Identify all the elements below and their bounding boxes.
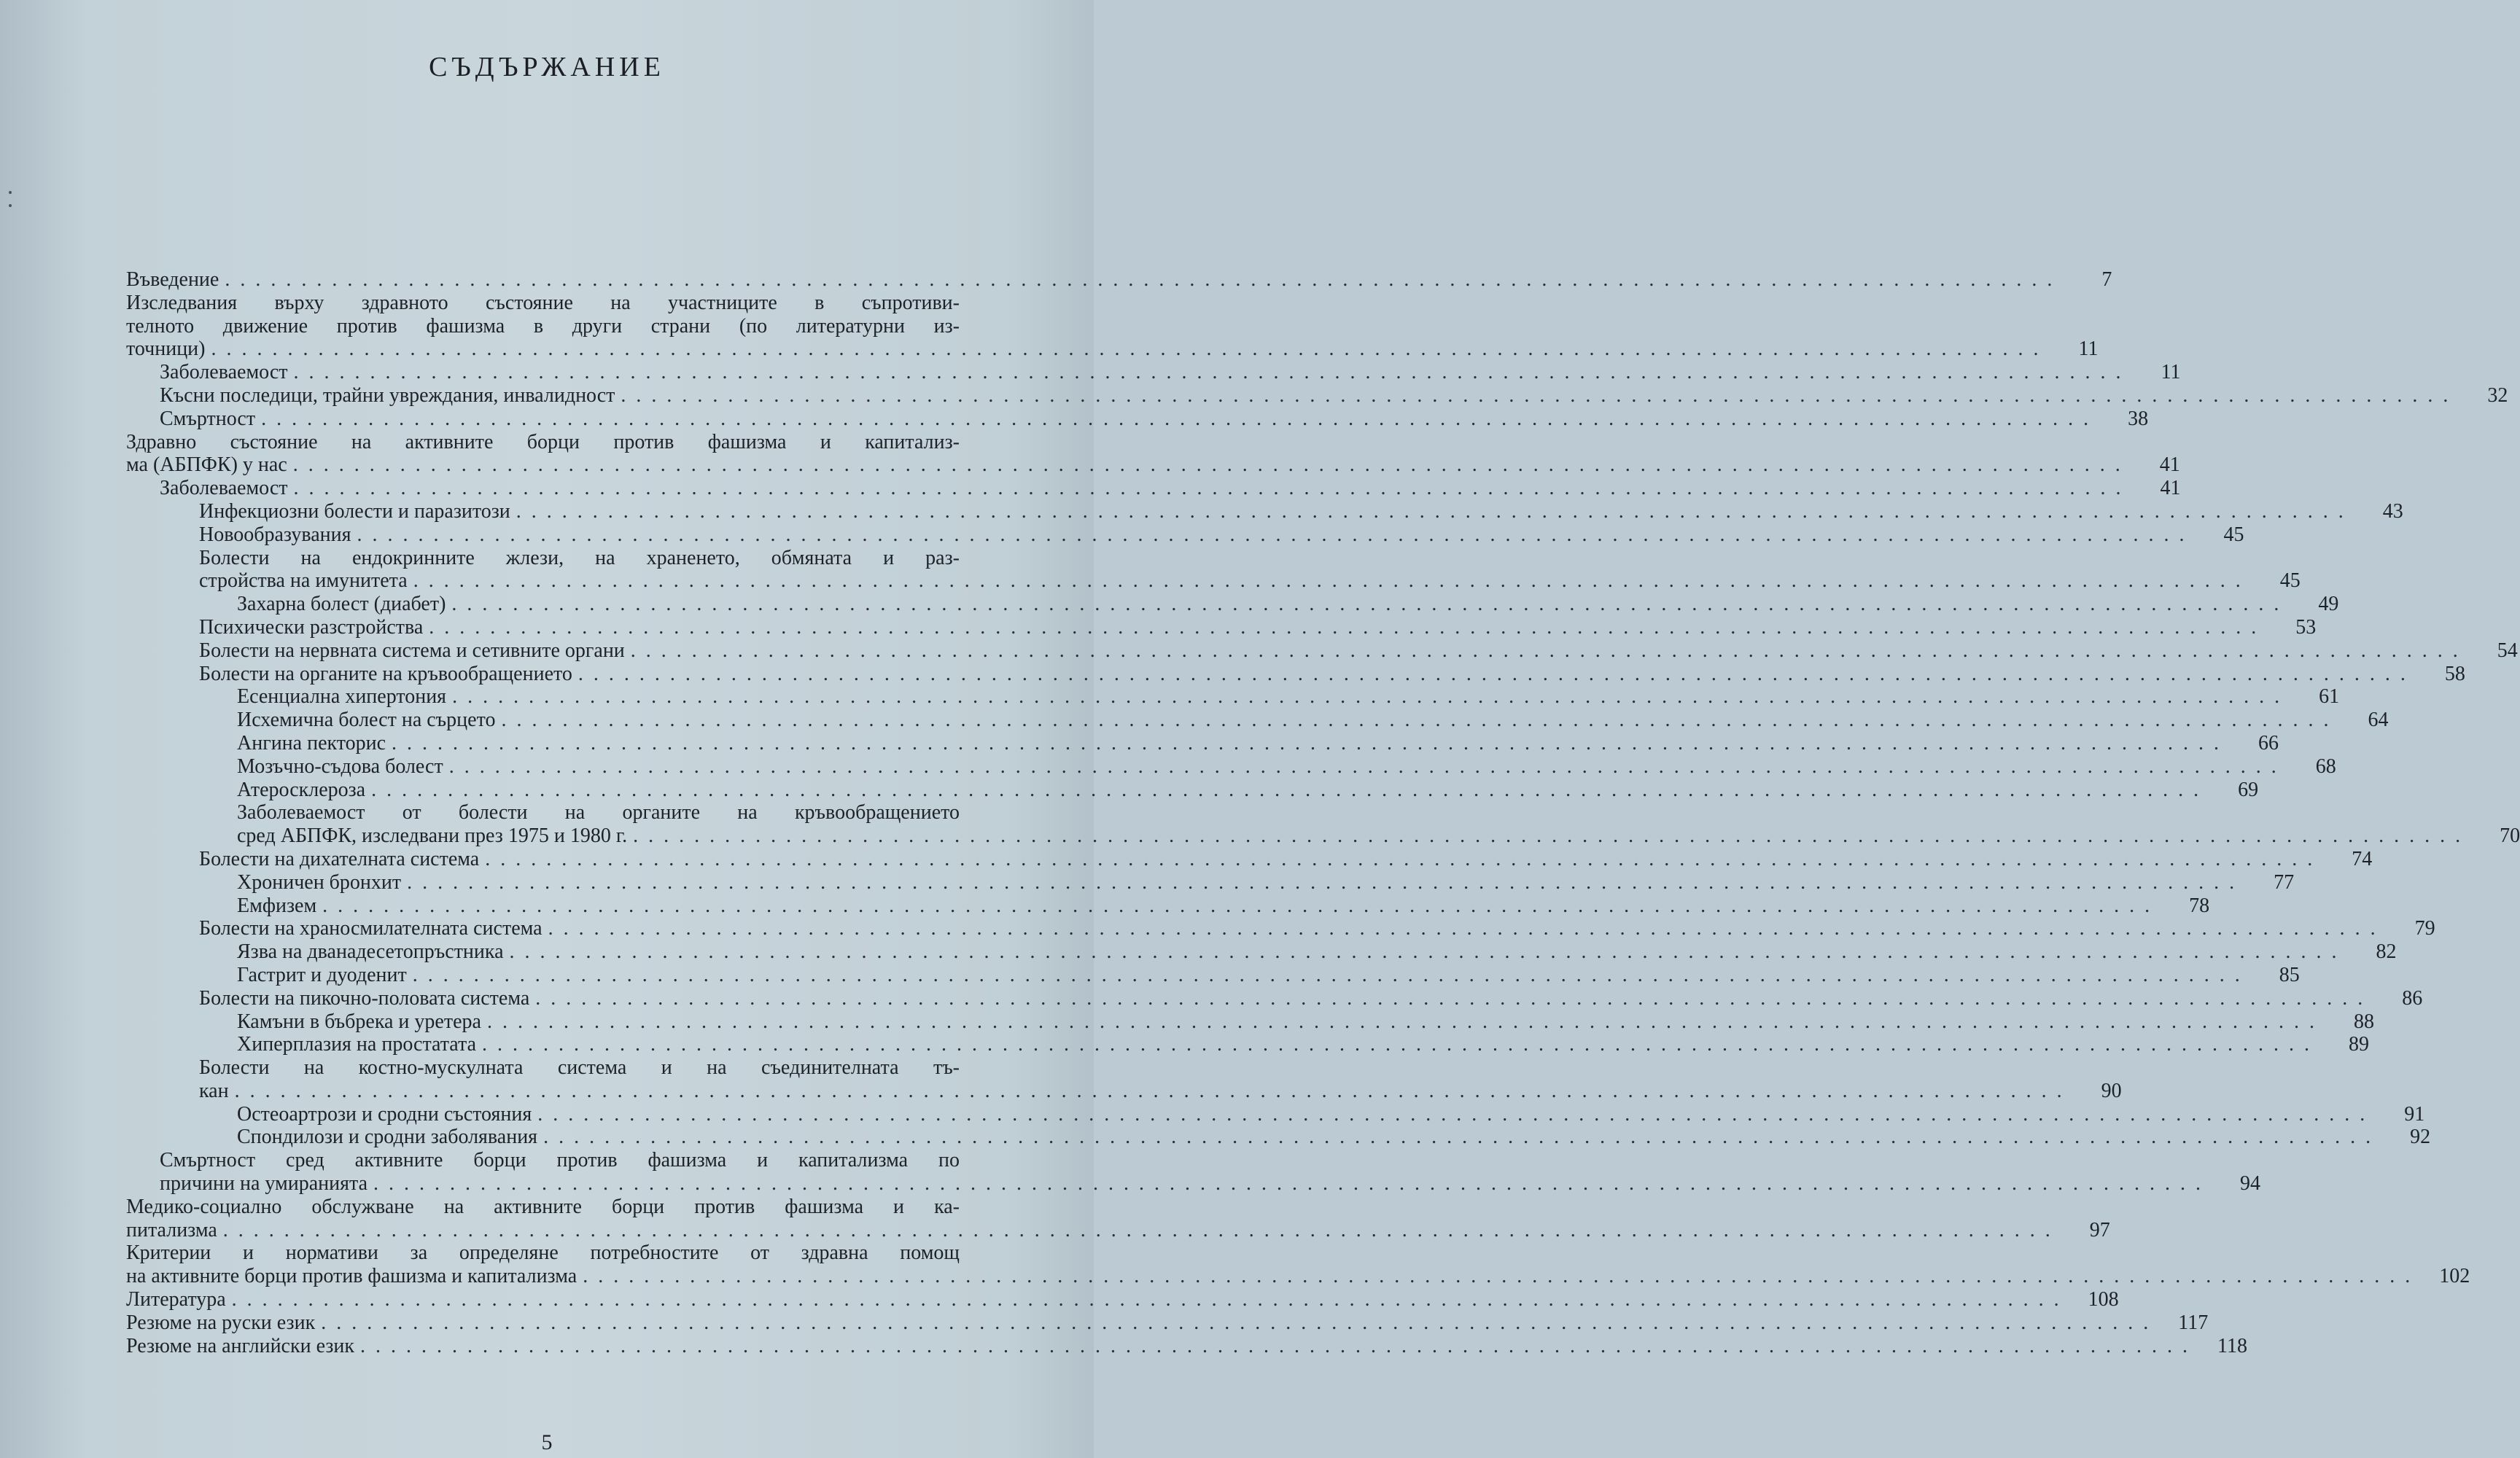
toc-entry-title-line: Здравно състояние на активните борци против фашизма и капитализ- (126, 430, 960, 453)
toc-entry (126, 986, 2423, 1010)
toc-entry (126, 546, 2301, 593)
toc-entry-title: на активните борци против фашизма и капитализма (126, 1265, 578, 1288)
toc-page-number: 64 (2368, 709, 2389, 732)
toc-entry-title: Инфекциозни болести и паразитози (199, 499, 510, 523)
toc-entry (126, 662, 2465, 686)
dot-leader: ........................................................................................................................ (516, 499, 2354, 523)
toc-page-number: 70 (2500, 824, 2520, 848)
dot-leader: ........................................................................................................................ (293, 361, 2131, 384)
dot-leader: ........................................................................................................................ (535, 986, 2373, 1010)
dot-leader: ........................................................................................................................ (485, 847, 2323, 870)
toc-page-number: 38 (2128, 407, 2149, 430)
toc-entry (126, 755, 2336, 779)
toc-page-number: 41 (2160, 477, 2181, 500)
toc-entry-title: Заболеваемост (160, 477, 288, 500)
toc-page-number: 32 (2487, 383, 2508, 407)
dot-leader: ........................................................................................................................ (225, 268, 2063, 291)
toc-entry (126, 778, 2259, 802)
toc-entry-title: стройства на имунитета (199, 569, 408, 593)
dot-leader: ........................................................................................................................ (482, 1033, 2320, 1056)
toc-entry (126, 1288, 2119, 1311)
dot-leader: ........................................................................................................................ (429, 615, 2267, 639)
toc-page-number: 97 (2089, 1218, 2110, 1241)
toc-entry-title-line: Критерии и нормативи за определяне потребностите от здравна помощ (126, 1241, 960, 1265)
toc-page-number: 54 (2497, 639, 2518, 662)
dot-leader: ........................................................................................................................ (292, 453, 2131, 477)
toc-page-number: 118 (2217, 1334, 2247, 1357)
toc-entry-title: Заболеваемост (160, 361, 288, 384)
table-of-contents (126, 268, 2520, 1357)
toc-page-number: 94 (2240, 1172, 2261, 1196)
toc-page-number: 92 (2410, 1126, 2431, 1149)
toc-entry-title: Язва на дванадесетопръстника (237, 940, 504, 964)
toc-entry (126, 801, 2520, 848)
dot-leader: ........................................................................................................................ (630, 639, 2468, 662)
dot-leader: ........................................................................................................................ (413, 569, 2251, 593)
toc-page-number: 117 (2178, 1311, 2209, 1334)
toc-entry-title: ма (АБПФК) у нас (126, 453, 287, 477)
toc-entry-title: Смъртност (160, 407, 256, 430)
dot-leader: ........................................................................................................................ (548, 917, 2386, 940)
toc-page-number: 79 (2414, 917, 2435, 940)
toc-entry (126, 499, 2403, 523)
dot-leader: ........................................................................................................................ (452, 685, 2290, 709)
toc-entry (126, 1195, 2110, 1242)
toc-entry (126, 1102, 2425, 1126)
toc-entry (126, 1149, 2261, 1196)
toc-page-number: 58 (2444, 662, 2465, 685)
toc-entry (126, 847, 2373, 871)
toc-page-number: 90 (2101, 1079, 2122, 1102)
toc-entry-title-line: Медико-социално обслужване на активните борци против фашизма и ка- (126, 1195, 960, 1218)
toc-entry-title: Болести на пикочно-половата система (199, 986, 530, 1010)
dot-leader: ........................................................................................................................ (537, 1102, 2376, 1126)
toc-entry-title: Есенциална хипертония (237, 685, 447, 709)
toc-page-number: 77 (2274, 870, 2295, 894)
toc-entry (126, 709, 2389, 732)
toc-entry-title: причини на умиранията (160, 1172, 368, 1196)
toc-page-number: 68 (2315, 755, 2336, 778)
toc-entry-title: сред АБПФК, изследвани през 1975 и 1980 г. (237, 824, 628, 848)
toc-entry-title-line: Смъртност сред активните борци против фашизма и капитализма по (160, 1149, 960, 1172)
toc-entry-title-line: Болести на ендокринните жлези, на храненето, обмяната и раз- (199, 546, 960, 569)
toc-entry-title-line: Изследвания върху здравното състояние на участниците в съпротиви- (126, 291, 960, 314)
dot-leader: ........................................................................................................................ (293, 477, 2131, 500)
toc-entry-title: Спондилози и сродни заболявания (237, 1126, 538, 1149)
toc-entry-title: Хиперплазия на простатата (237, 1033, 477, 1056)
toc-entry-title: Литература (126, 1288, 226, 1311)
toc-entry (126, 268, 2112, 292)
toc-entry-title: Психически разстройства (199, 615, 424, 639)
toc-entry-title: Резюме на руски език (126, 1311, 316, 1334)
toc-entry (126, 685, 2340, 709)
toc-entry (126, 731, 2279, 755)
toc-entry-title: Новообразувания (199, 523, 351, 546)
page-title: СЪДЪРЖАНИЕ (429, 52, 665, 82)
toc-entry (126, 1241, 2470, 1288)
dot-leader: ........................................................................................................................ (583, 1265, 2421, 1288)
dot-leader: ........................................................................................................................ (360, 1334, 2198, 1357)
dot-leader: ........................................................................................................................ (211, 338, 2049, 361)
toc-entry (126, 1056, 2122, 1103)
toc-entry-title: питализма (126, 1218, 217, 1241)
toc-entry (126, 291, 2099, 361)
dot-leader: ........................................................................................................................ (448, 755, 2287, 778)
toc-page-number: 89 (2349, 1033, 2370, 1056)
toc-entry (126, 1010, 2374, 1034)
toc-entry-title: Късни последици, трайни увреждания, инвалидност (160, 383, 615, 407)
toc-entry-title: Емфизем (237, 894, 317, 917)
toc-entry-title: кан (199, 1079, 229, 1102)
dot-leader: ........................................................................................................................ (222, 1218, 2061, 1241)
toc-page-number: 11 (2078, 338, 2099, 361)
toc-entry-title: Болести на храносмилателната система (199, 917, 542, 940)
toc-entry (126, 615, 2317, 639)
toc-page-number: 102 (2439, 1265, 2470, 1288)
toc-entry-title: Болести на нервната система и сетивните органи (199, 639, 625, 662)
toc-page-number: 69 (2238, 778, 2259, 801)
toc-page-number: 78 (2189, 894, 2210, 917)
toc-entry-title: Въведение (126, 268, 219, 291)
paper-speck (9, 191, 12, 194)
toc-entry (126, 870, 2295, 894)
toc-entry (126, 430, 2180, 477)
toc-page-number: 45 (2279, 569, 2301, 593)
toc-page-number: 108 (2088, 1288, 2119, 1311)
toc-entry (126, 523, 2244, 547)
toc-page-number: 82 (2376, 940, 2397, 964)
paper-speck (9, 204, 12, 207)
toc-entry-title: Болести на органите на кръвообращението (199, 662, 572, 685)
toc-entry-title: точници) (126, 338, 206, 361)
dot-leader: ........................................................................................................................ (621, 383, 2459, 407)
dot-leader: ........................................................................................................................ (234, 1079, 2072, 1102)
toc-page-number: 66 (2258, 731, 2279, 755)
toc-entry (126, 361, 2181, 384)
dot-leader: ........................................................................................................................ (261, 407, 2099, 430)
toc-page-number: 74 (2352, 847, 2373, 870)
toc-entry-title: Камъни в бъбрека и уретера (237, 1010, 481, 1033)
dot-leader: ........................................................................................................................ (321, 1311, 2159, 1334)
dot-leader: ........................................................................................................................ (578, 662, 2416, 685)
dot-leader: ........................................................................................................................ (407, 870, 2245, 894)
dot-leader: ........................................................................................................................ (373, 1172, 2212, 1196)
dot-leader: ........................................................................................................................ (371, 778, 2209, 801)
toc-entry (126, 963, 2300, 987)
toc-entry (126, 639, 2518, 663)
toc-entry-title-line: Заболеваемост от болести на органите на кръвообращението (237, 801, 960, 824)
toc-page-number: 53 (2295, 615, 2317, 639)
toc-entry-title-line: телното движение против фашизма в други страни (по литературни из- (126, 314, 960, 338)
toc-entry-title: Гастрит и дуоденит (237, 963, 407, 986)
dot-leader: ........................................................................................................................ (357, 523, 2195, 546)
dot-leader: ........................................................................................................................ (392, 731, 2230, 755)
toc-entry (126, 477, 2181, 500)
toc-entry (126, 1126, 2431, 1149)
dot-leader: ........................................................................................................................ (501, 709, 2339, 732)
toc-entry (126, 1033, 2370, 1056)
toc-entry (126, 593, 2339, 616)
toc-entry (126, 894, 2210, 918)
dot-leader: ........................................................................................................................ (633, 824, 2471, 848)
toc-entry (126, 383, 2508, 408)
toc-page-number: 7 (2101, 268, 2112, 291)
toc-page-number: 85 (2279, 963, 2300, 986)
toc-entry-title: Захарна болест (диабет) (237, 593, 446, 616)
dot-leader: ........................................................................................................................ (231, 1288, 2069, 1311)
toc-page-number: 91 (2404, 1102, 2425, 1126)
toc-entry-title: Болести на дихателната система (199, 847, 480, 870)
toc-page-number: 49 (2318, 593, 2339, 616)
toc-entry (126, 940, 2397, 964)
page-number: 5 (541, 1430, 553, 1454)
toc-entry (126, 1334, 2247, 1358)
toc-entry-title: Резюме на английски език (126, 1334, 354, 1357)
toc-entry-title: Остеоартрози и сродни състояния (237, 1102, 532, 1126)
toc-entry-title: Ангина пекторис (237, 731, 386, 755)
toc-entry-title: Хроничен бронхит (237, 870, 402, 894)
toc-page-number: 45 (2223, 523, 2244, 546)
toc-page-number: 43 (2382, 499, 2403, 523)
dot-leader: ........................................................................................................................ (543, 1126, 2381, 1149)
dot-leader: ........................................................................................................................ (451, 593, 2290, 616)
toc-entry (126, 1311, 2209, 1335)
toc-entry (126, 407, 2149, 431)
toc-page-number: 61 (2319, 685, 2340, 709)
toc-page-number: 88 (2353, 1010, 2374, 1033)
toc-page-number: 86 (2402, 986, 2423, 1010)
dot-leader: ........................................................................................................................ (322, 894, 2161, 917)
toc-entry-title-line: Болести на костно-мускулната система и на съединителната тъ- (199, 1056, 960, 1080)
dot-leader: ........................................................................................................................ (412, 963, 2250, 986)
toc-entry-title: Мозъчно-съдова болест (237, 755, 443, 778)
dot-leader: ........................................................................................................................ (509, 940, 2347, 964)
toc-entry-title: Исхемична болест на сърцето (237, 709, 496, 732)
toc-entry-title: Атеросклероза (237, 778, 366, 801)
toc-page-number: 11 (2161, 361, 2181, 384)
toc-entry (126, 917, 2435, 940)
toc-page-number: 41 (2159, 453, 2180, 477)
dot-leader: ........................................................................................................................ (486, 1010, 2325, 1033)
